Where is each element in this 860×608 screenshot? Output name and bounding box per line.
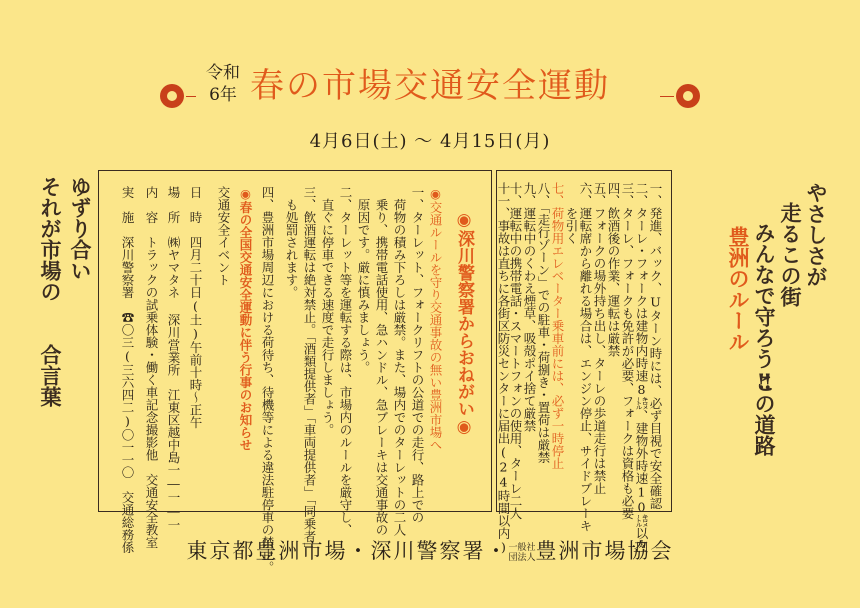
rule-item: 五、フォークの場外持ち出し、ターレの歩道走行は禁止 (592, 182, 607, 495)
police-item: 三、飲酒運転は絶対禁止。「酒類提供者」「車両提供者」「同乗者」 (302, 186, 317, 555)
police-item: 原因です。厳に慎みましょう。 (356, 186, 371, 374)
police-item: 四、豊洲市場周辺における荷待ち、待機等による違法駐停車の禁止。 (260, 186, 275, 574)
event-title: 交通安全イベント (216, 186, 231, 286)
police-item: 直ぐに停車できる速度で走行しましょう。 (320, 186, 335, 436)
left-slogan-col1: ゆずり合い (68, 176, 93, 281)
header-rule-left (186, 96, 196, 97)
rule-item: 一、発進、バック、Uターン時には、必ず目視で安全確認 (648, 182, 663, 510)
police-item: 一、ターレット、フォークリフトの公道での走行、路上での (410, 186, 425, 524)
right-slogan-col2: 走るこの街 (778, 202, 803, 307)
campaign-dates: 4月6日(土) 〜 4月15日(月) (309, 131, 551, 152)
rule-item: 八、「走行ゾーン」での駐車・荷捌き・置荷は厳禁 (536, 182, 551, 464)
organizers-footer: 東京都豊洲市場・深川警察署・一般社 団法人豊洲市場協会 (186, 539, 674, 563)
bullet-icon: ◉ (238, 186, 253, 201)
police-subheading: ◉交通ルールを守り交通事故の無い豊洲市場へ (428, 186, 443, 451)
police-item: も処罰されます。 (284, 186, 299, 299)
rule-item: 三、ターレ、フォークも免許が必要、フォークは資格も必要 (620, 182, 635, 520)
right-slogan-col3: みんなで守ろう‼ (752, 222, 777, 394)
event-heading: ◉春の全国交通安全運動に伴う行事のお知らせ (238, 186, 253, 451)
bullet-icon: ◉ (454, 210, 474, 230)
rule-item: 六、運転席から離れる場合は、エンジン停止、サイドブレーキ (578, 182, 593, 532)
police-item: 二、ターレット等を運転する際は、市場内のルールを厳守し、 (338, 186, 353, 536)
rule-item-highlight: 七、荷物用エレベーター乗車前には、必ず一時停止 (550, 182, 565, 470)
rule-item: 十、運転中の携帯電話・スマートフォンの使用、ターレ二人 (508, 182, 523, 520)
event-row-datetime: 日 時 四月二十日(土)午前十時〜正午 (188, 186, 203, 429)
page-title: 春の市場交通安全運動 (250, 66, 610, 106)
rule-item: を引く (564, 182, 579, 245)
era-label: 令和 6年 (206, 63, 240, 105)
rule-item: 九、運転中のくわえ煙草、吸殻ポイ捨て厳禁 (522, 182, 537, 432)
right-slogan-col3b: この道路 (752, 372, 777, 456)
left-slogan-col2: それが市場の (38, 176, 63, 302)
right-slogan-col4: 豊洲のルール (726, 226, 751, 352)
police-item: 乗り、携帯電話使用、急ハンドル、急ブレーキは交通事故の (374, 186, 389, 536)
rule-item: 十一、事故は直ちに各街区防災センターに届出(24時間以内) (496, 182, 511, 555)
bullet-icon: ◉ (454, 417, 474, 437)
header-rule-right (660, 96, 674, 97)
corp-type-label: 一般社 団法人 (508, 542, 536, 563)
bullet-icon: ◉ (428, 186, 443, 201)
rule-item: 二、ターレ・フォークは建物内時速8㌖、建物外時速10㌖以内 (634, 182, 649, 552)
rule-item: 四、飲酒後の作業、運転は厳禁 (606, 182, 621, 357)
left-slogan-col2b: 合言葉 (38, 344, 63, 407)
flower-ornament-icon (676, 84, 700, 108)
right-slogan-col1: やさしさが (804, 182, 829, 287)
event-row-content: 内 容 トラックの試乗体験・働く車記念撮影他 交通安全教室 (144, 186, 159, 549)
flower-ornament-icon (160, 84, 184, 108)
police-item: 荷物の積み下ろしは厳禁。また、場内でのターレットの二人 (392, 186, 407, 536)
police-heading: ◉深川警察署からおねがい◉ (454, 210, 474, 437)
event-row-place: 場 所 ㈱ヤマタネ 深川営業所 江東区越中島一―一―一 (166, 186, 181, 531)
event-row-organizer: 実 施 深川警察署 ☎〇三(三六四二)〇一一〇 交通総務係 (120, 186, 135, 554)
